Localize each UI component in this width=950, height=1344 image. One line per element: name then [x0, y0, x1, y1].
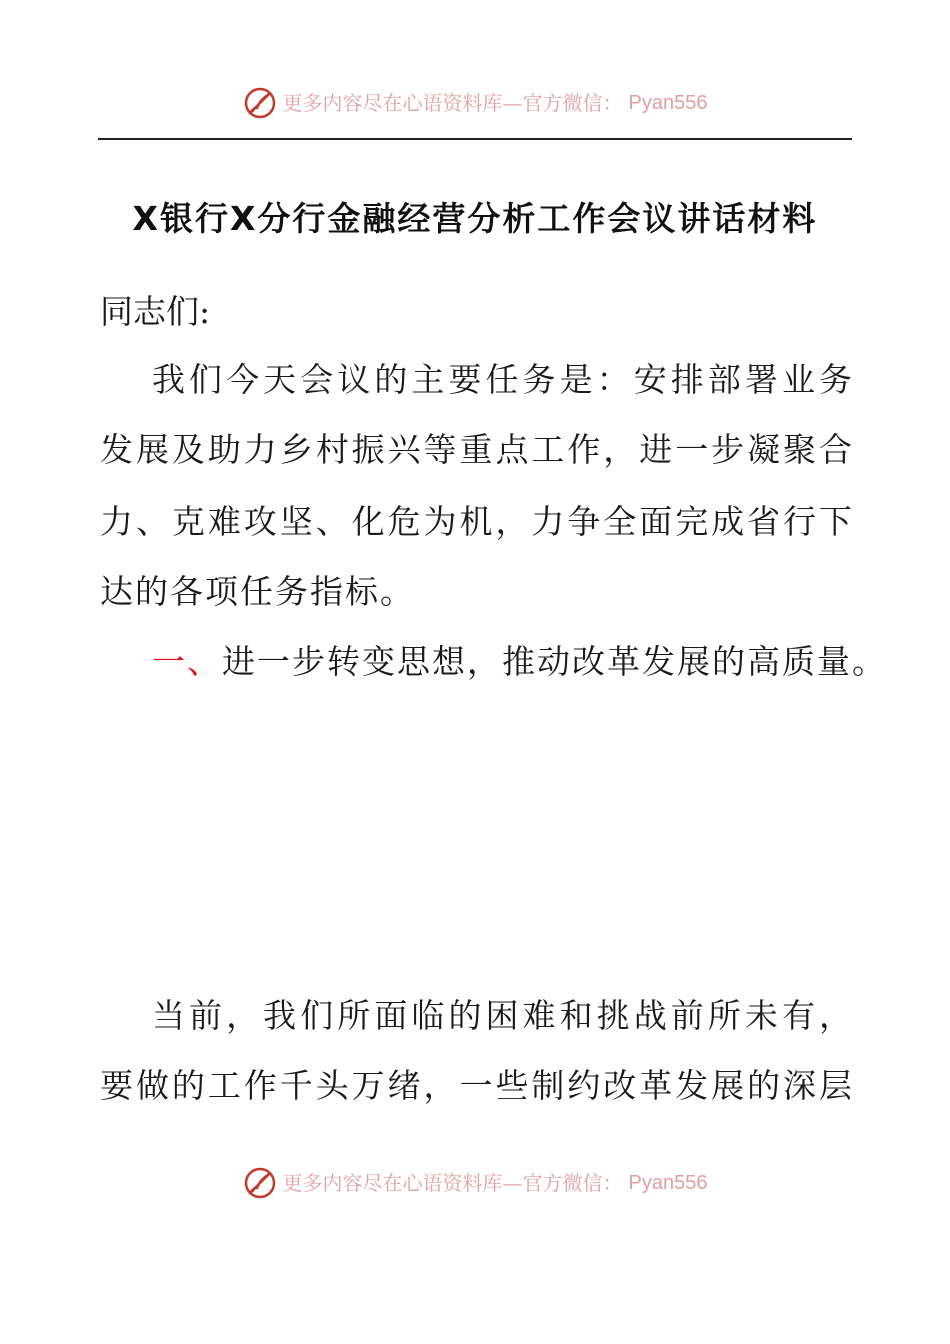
- paragraph-line: 发展及助力乡村振兴等重点工作，进一步凝聚合: [100, 430, 852, 469]
- paragraph-line: 要做的工作千头万绪，一些制约改革发展的深层: [100, 1066, 852, 1105]
- header-divider: [98, 138, 852, 140]
- watermark-text: 更多内容尽在心语资料库—官方微信：: [282, 91, 623, 115]
- quill-logo-icon: [243, 1166, 277, 1200]
- paragraph-line: 我们今天会议的主要任务是：安排部署业务: [152, 360, 852, 399]
- document-title: X银行X分行金融经营分析工作会议讲话材料: [132, 199, 818, 238]
- section-heading-text: 进一步转变思想，推动改革发展的高质量。: [222, 642, 887, 681]
- section-marker: 一、: [152, 642, 222, 681]
- paragraph-line: 力、克难攻坚、化危为机，力争全面完成省行下: [100, 502, 852, 541]
- paragraph-line: 达的各项任务指标。: [100, 572, 415, 611]
- paragraph-line: 当前，我们所面临的困难和挑战前所未有，: [152, 996, 852, 1035]
- footer-watermark: [0, 1166, 950, 1200]
- section-heading: [152, 642, 887, 682]
- quill-logo-icon: [243, 86, 277, 120]
- salutation: 同志们:: [100, 292, 211, 331]
- watermark-text: 更多内容尽在心语资料库—官方微信：: [282, 1171, 623, 1195]
- watermark-handle: Pyan556: [628, 92, 708, 114]
- watermark-handle: Pyan556: [628, 1172, 708, 1194]
- header-watermark: [0, 86, 950, 120]
